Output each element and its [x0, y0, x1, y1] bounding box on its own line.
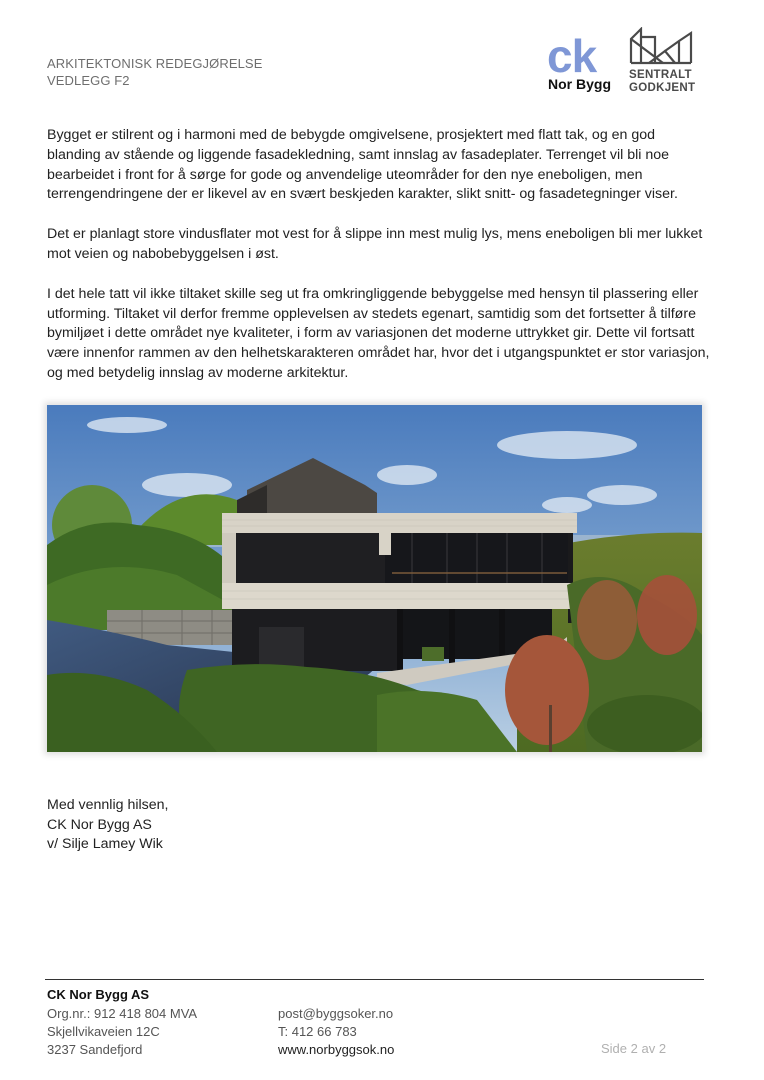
- footer-website-link[interactable]: www.norbyggsok.no: [278, 1042, 395, 1057]
- document-subtitle: VEDLEGG F2: [47, 73, 130, 88]
- footer-email-link[interactable]: post@byggsoker.no: [278, 1006, 394, 1021]
- logo-certification: SENTRALT GODKJENT: [629, 69, 696, 94]
- closing-signature: [47, 796, 168, 855]
- closing-signatory: v/ Silje Lamey Wik: [47, 836, 163, 852]
- footer-city: 3237 Sandefjord: [47, 1042, 143, 1057]
- crown-house-outline-icon: [629, 27, 693, 65]
- logo-brand-name: Nor Bygg: [548, 76, 611, 92]
- company-logo: [547, 27, 697, 97]
- paragraph-context: I det hele tatt vil ikke tiltaket skille seg ut fra omkringliggende bebyggelse med hensyn til plassering eller utforming. Tiltaket vil derfor fremme opplevelsen av stedets egenart, samtidig som det fortsetter å tilføre bymiljøet i dette området nye kvaliteter, i form av variasjonen det moderne uttrykket gir. Dette vil fortsatt være innenfor rammen av den helhetskarakteren området har, hvor det i utgangspunktet er stor variasjon, og med betydelig innslag av moderne arkitektur.: [47, 285, 710, 381]
- footer-contact-block: [278, 1005, 394, 1059]
- footer-phone: T: 412 66 783: [278, 1024, 357, 1039]
- document-header: [47, 55, 262, 89]
- logo-brand-mark: ck: [547, 30, 597, 82]
- document-title: ARKITEKTONISK REDEGJØRELSE: [47, 56, 263, 71]
- closing-greeting: Med vennlig hilsen,: [47, 797, 169, 813]
- footer-street: Skjellvikaveien 12C: [47, 1024, 160, 1039]
- footer-org-nr: Org.nr.: 912 418 804 MVA: [47, 1006, 198, 1021]
- page-number: Side 2 av 2: [601, 1041, 667, 1056]
- house-rendering-image: [47, 405, 702, 752]
- footer-address-block: [47, 1005, 197, 1059]
- paragraph-windows: Det er planlagt store vindusflater mot vest for å slippe inn mest mulig lys, mens eneboligen bli mer lukket mot veien og nabobebyggelsen i øst.: [47, 226, 703, 262]
- body-text: [47, 126, 712, 404]
- footer-divider: [45, 979, 704, 980]
- closing-company: CK Nor Bygg AS: [47, 816, 152, 833]
- paragraph-design: Bygget er stilrent og i harmoni med de bebygde omgivelsene, prosjektert med flatt tak, og en god blanding av stående og liggende fasadekledning, samt innslag av fasadeplater. Terrenget vil bli noe bearbeidet i front for å sørge for gode og anvendelige uteområder for den nye eneboligen, men terrengendringene der er likevel av en svært beskjeden karakter, slikt snitt- og fasadetegninger viser.: [47, 127, 678, 203]
- house-rendering: [47, 405, 702, 752]
- footer-company-name: CK Nor Bygg AS: [47, 987, 150, 1002]
